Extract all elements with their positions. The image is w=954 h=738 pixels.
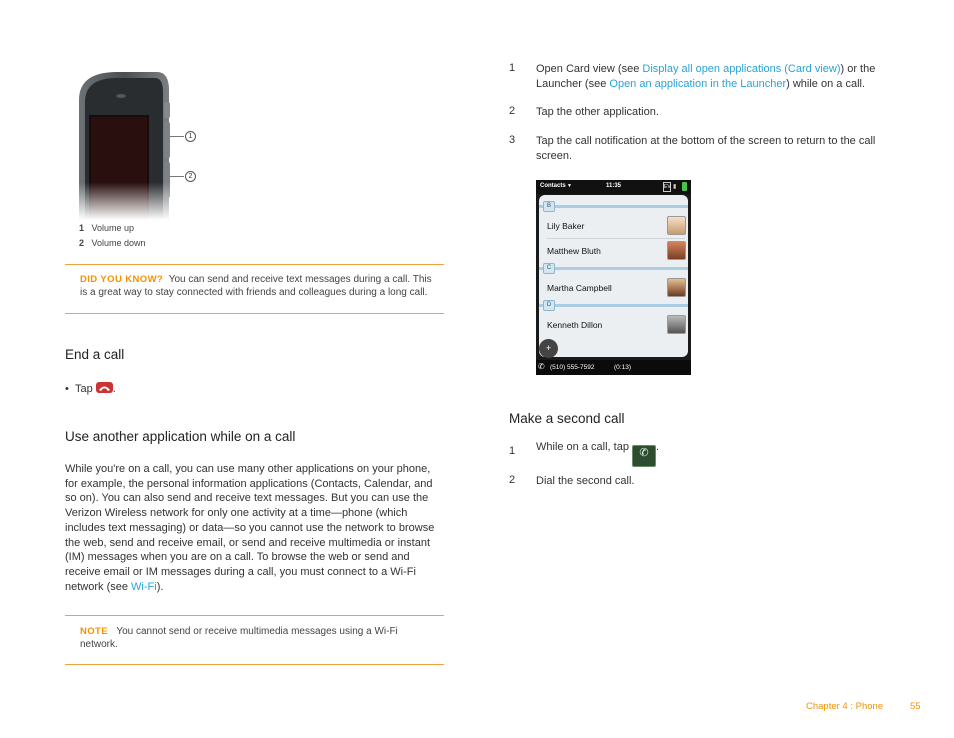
second-call-step-2: Dial the second call. (536, 475, 635, 487)
paragraph-line: (IM) messages when you are on a call. To browse the web or send and (65, 551, 410, 564)
end-call-instruction (65, 382, 116, 397)
app-menu-chevron-icon: ▼ (567, 183, 572, 189)
callout-line-1 (170, 136, 184, 137)
note-bottom-rule (65, 664, 444, 665)
letter-divider (539, 267, 688, 270)
phone-icon: ✆ (538, 362, 545, 371)
callout-marker-2: 2 (185, 171, 196, 182)
call-number: (510) 555-7592 (550, 364, 595, 371)
app-name: Contacts (540, 183, 566, 189)
letter-badge: B (543, 201, 555, 212)
phone-side-illustration (77, 70, 177, 220)
contact-name[interactable]: Kenneth Dillon (547, 320, 603, 330)
call-duration: (0:13) (614, 364, 631, 371)
step-number: 2 (509, 474, 516, 486)
tip-text-line-1: You can send and receive text messages during a call. This (168, 274, 432, 285)
step-number: 1 (509, 445, 516, 457)
note-top-rule (65, 615, 444, 616)
step-3-text (536, 134, 906, 163)
period: . (112, 383, 116, 395)
launcher-link[interactable]: Open an application in the Launcher (609, 77, 787, 90)
text: Launcher (see (536, 77, 610, 90)
contact-photo-avatar (667, 278, 686, 297)
legend-label: Volume down (91, 238, 146, 248)
call-notification-bar[interactable] (536, 360, 691, 375)
contact-photo-avatar (667, 315, 686, 334)
contact-name[interactable]: Matthew Bluth (547, 246, 601, 256)
text: network (see (65, 580, 132, 593)
add-call-icon[interactable]: ✆ (632, 445, 656, 467)
callout-legend-2 (79, 236, 146, 250)
note-text-line-1: You cannot send or receive multimedia messages using a Wi-Fi (116, 626, 398, 637)
legend-number: 2 (79, 238, 85, 248)
legend-number: 1 (79, 223, 85, 233)
paragraph-line: Verizon Wireless network for only one activity at a time—phone (which (65, 507, 408, 520)
network-icon: EV (664, 184, 671, 190)
text: Open Card view (see (536, 63, 643, 75)
status-bar (536, 180, 691, 194)
end-call-heading: End a call (65, 347, 125, 362)
step-number: 1 (509, 62, 516, 74)
contact-photo-avatar (667, 241, 686, 260)
end-call-icon[interactable] (96, 382, 113, 393)
tip-bottom-rule (65, 313, 444, 314)
contacts-screen-illustration (536, 180, 691, 375)
use-another-app-paragraph (65, 462, 445, 594)
note-box (80, 626, 440, 651)
letter-badge: C (543, 263, 555, 274)
paragraph-line: for example, the personal information applications (Contacts, Calendar, and (65, 477, 433, 490)
bullet: • (65, 383, 69, 395)
letter-badge: D (543, 300, 555, 311)
note-label: NOTE (80, 626, 108, 637)
second-call-step-1 (536, 440, 659, 467)
callout-legend-1 (79, 221, 134, 235)
signal-icon: ▮ (673, 184, 677, 190)
contact-name[interactable]: Lily Baker (547, 221, 585, 231)
tip-text-line-2: is a great way to stay connected with friends and colleagues during a long call. (80, 286, 428, 298)
battery-icon (682, 182, 687, 191)
tap-text: Tap (74, 383, 93, 395)
text: screen. (536, 149, 573, 162)
text: ). (156, 580, 164, 593)
step-number: 2 (509, 105, 516, 117)
second-call-heading: Make a second call (509, 411, 625, 426)
add-contact-icon[interactable]: + (539, 339, 558, 358)
card-view-link[interactable]: Display all open applications (Card view) (642, 63, 841, 75)
paragraph-line: so on). You can also send and receive text messages. But you can use the (65, 492, 429, 505)
text: ) or the (840, 63, 876, 75)
step-number: 3 (509, 134, 516, 146)
letter-divider (539, 205, 688, 208)
note-text-line-2: network. (80, 638, 118, 650)
contact-photo-avatar (667, 216, 686, 235)
did-you-know-tip (80, 274, 440, 299)
callout-marker-1: 1 (185, 131, 196, 142)
clock: 11:35 (606, 183, 622, 189)
paragraph-line: receive email or IM messages during a call, you must connect to a Wi-Fi (65, 565, 416, 578)
footer-chapter: Chapter 4 : Phone (806, 701, 884, 712)
wi-fi-link[interactable]: Wi-Fi (131, 580, 157, 593)
text: ) while on a call. (786, 77, 866, 90)
callout-line-2 (170, 176, 184, 177)
contact-name[interactable]: Martha Campbell (547, 283, 612, 293)
step-2-text: Tap the other application. (536, 106, 659, 118)
legend-label: Volume up (91, 223, 135, 233)
text: While on a call, tap (536, 441, 629, 453)
paragraph-line: the web, send and receive email, or send and receive multimedia or instant (65, 536, 431, 549)
step-1-text (536, 62, 906, 91)
contacts-list (539, 195, 688, 357)
text: Tap the call notification at the bottom of the screen to return to the call (536, 135, 876, 147)
separator (547, 238, 685, 239)
letter-divider (539, 304, 688, 307)
tip-top-rule (65, 264, 444, 265)
text: . (656, 441, 660, 453)
paragraph-line-last (65, 580, 445, 595)
page-number: 55 (910, 701, 921, 712)
paragraph-line: While you're on a call, you can use many other applications on your phone, (65, 463, 431, 475)
did-you-know-label: DID YOU KNOW? (80, 274, 164, 285)
paragraph-line: includes text messaging) or data—so you cannot use the network to browse (65, 521, 435, 534)
use-another-app-heading: Use another application while on a call (65, 429, 296, 444)
